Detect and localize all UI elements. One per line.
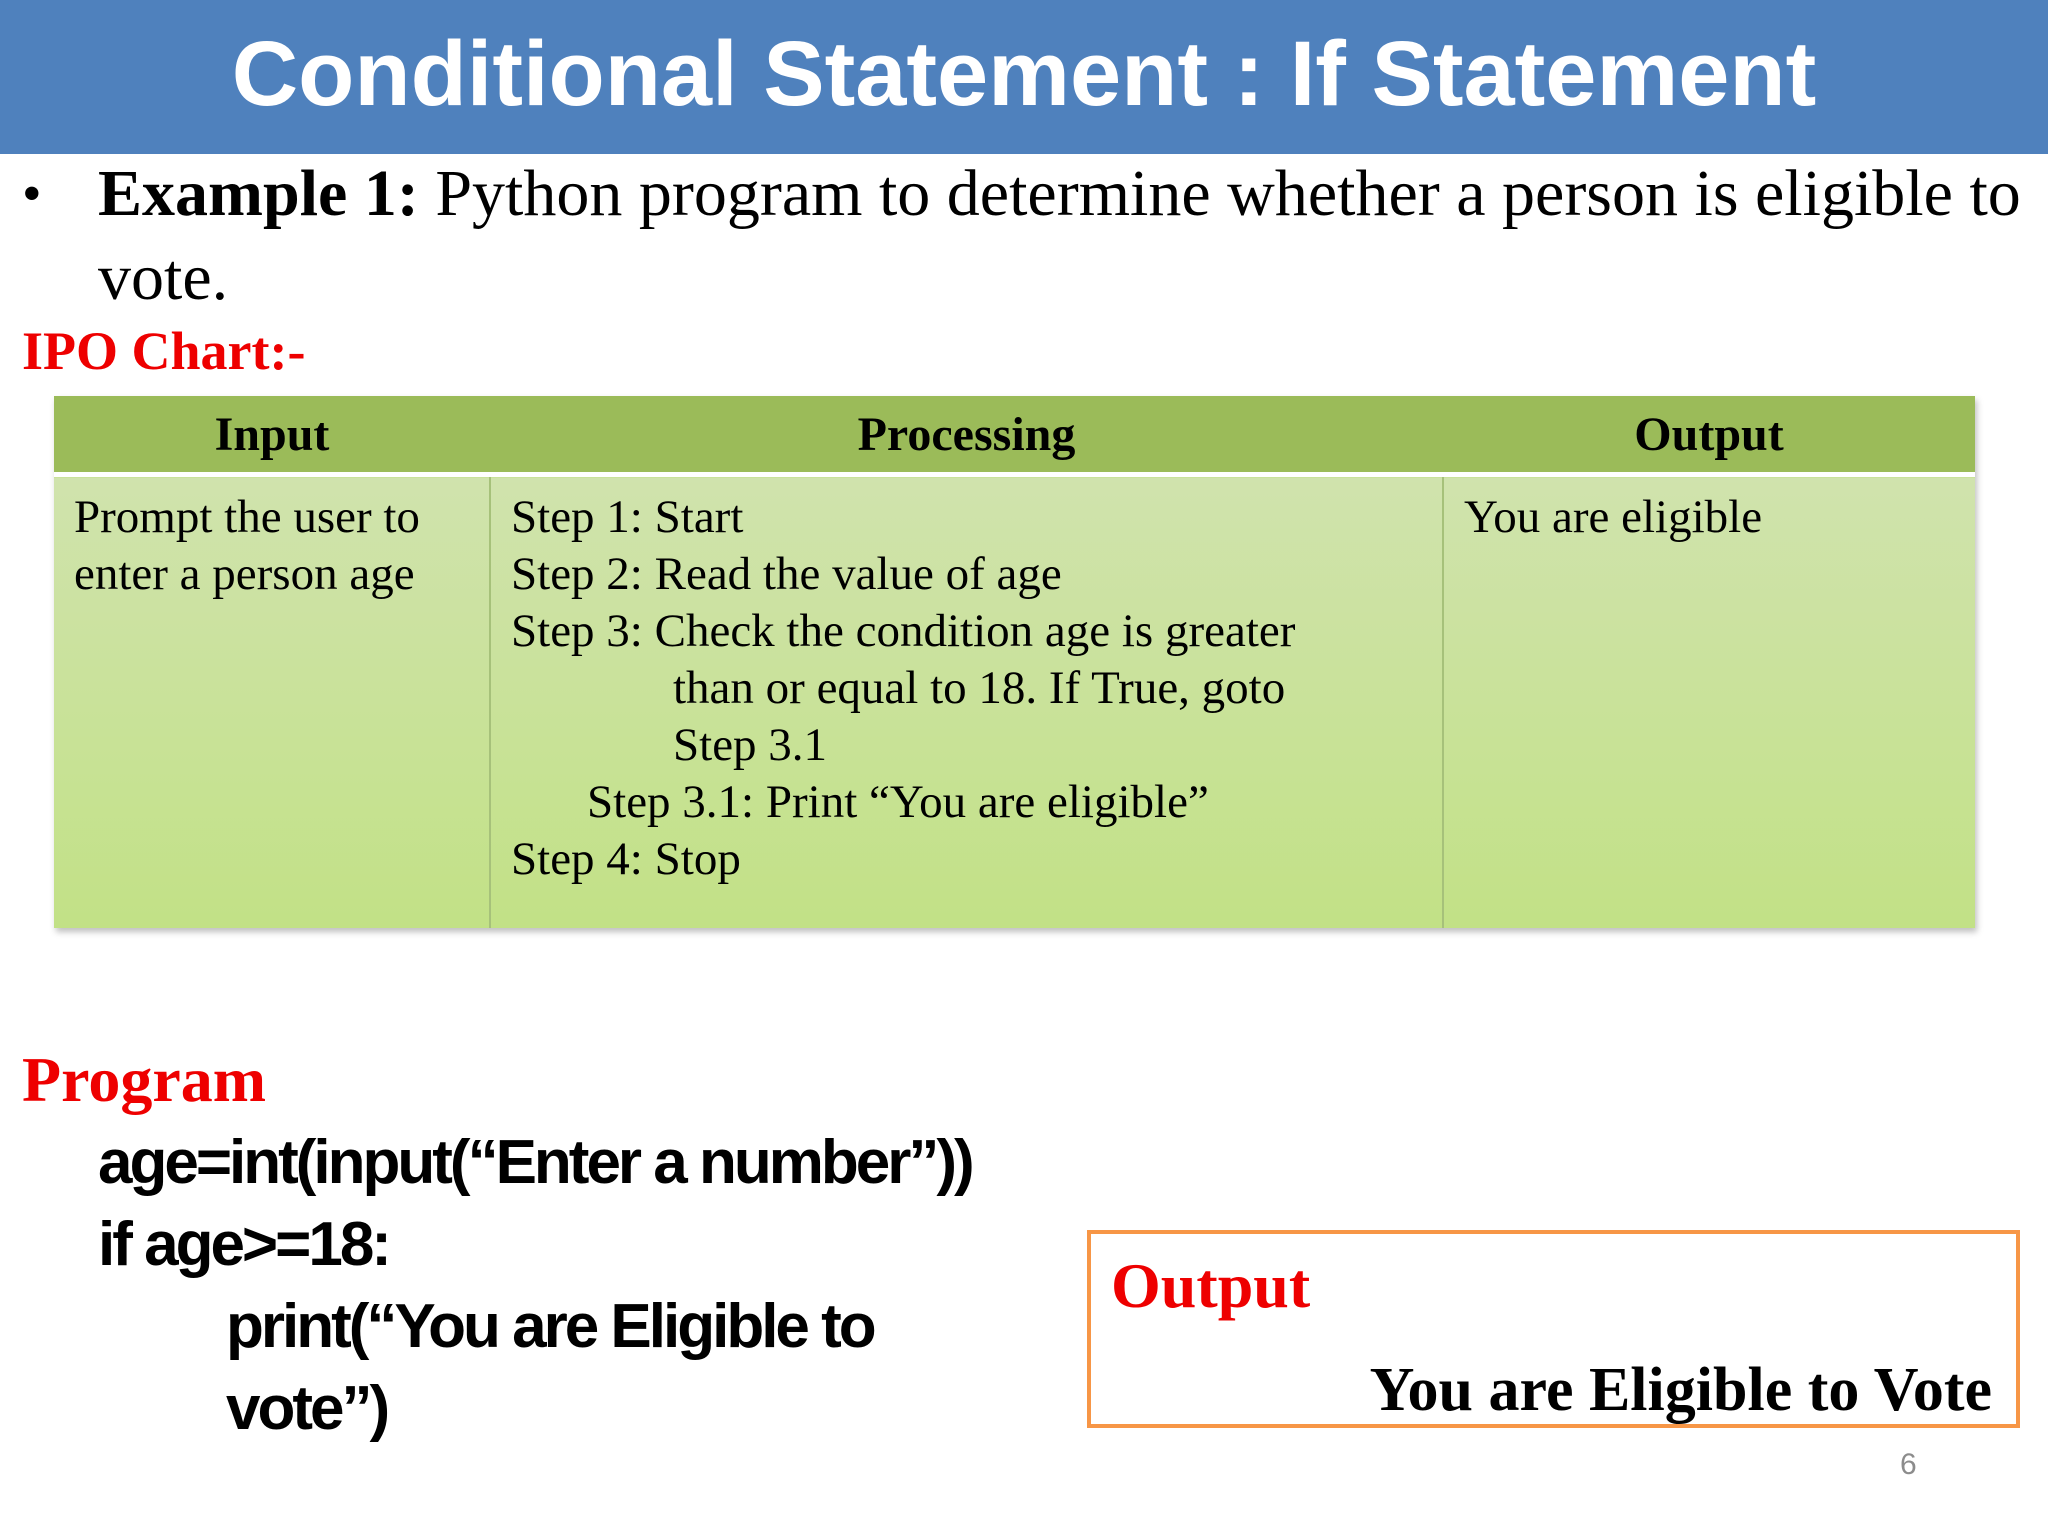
slide-title: Conditional Statement : If Statement (231, 23, 1817, 125)
input-line: enter a person age (74, 548, 415, 600)
program-label: Program (22, 1044, 267, 1115)
header-input: Input (54, 396, 490, 475)
processing-step: Step 2: Read the value of age (511, 548, 1062, 600)
input-line: Prompt the user to (74, 491, 420, 543)
code-line: if age>=18: (98, 1210, 389, 1279)
header-output: Output (1443, 396, 1975, 475)
processing-step: Step 3: Check the condition age is greater (511, 605, 1296, 657)
output-cell (1443, 475, 1975, 929)
bullet-icon: • (22, 163, 42, 225)
output-line: You are eligible (1464, 491, 1763, 543)
output-box (1087, 1230, 2020, 1428)
processing-step: Step 1: Start (511, 491, 744, 543)
example-description (98, 152, 2048, 320)
processing-step: Step 4: Stop (511, 833, 741, 885)
table-header-row (54, 396, 1975, 475)
code-line: vote”) (226, 1374, 388, 1443)
header-processing: Processing (490, 396, 1443, 475)
ipo-table (54, 396, 1975, 928)
output-value: You are Eligible to Vote (1369, 1356, 1992, 1424)
input-cell (54, 475, 490, 929)
page-number: 6 (1900, 1448, 1917, 1481)
code-line: age=int(input(“Enter a number”)) (98, 1128, 972, 1197)
table-row (54, 475, 1975, 929)
processing-step: Step 3.1 (673, 719, 828, 771)
processing-step: than or equal to 18. If True, goto (673, 662, 1286, 714)
example-label: Example 1: (98, 157, 419, 230)
example-text: Python program to determine whether a person is eligible to vote. (98, 157, 2021, 314)
processing-cell (490, 475, 1443, 929)
output-title: Output (1111, 1250, 1311, 1321)
ipo-chart-label: IPO Chart:- (22, 321, 306, 381)
code-line: print(“You are Eligible to (226, 1292, 874, 1361)
processing-step: Step 3.1: Print “You are eligible” (587, 776, 1209, 828)
